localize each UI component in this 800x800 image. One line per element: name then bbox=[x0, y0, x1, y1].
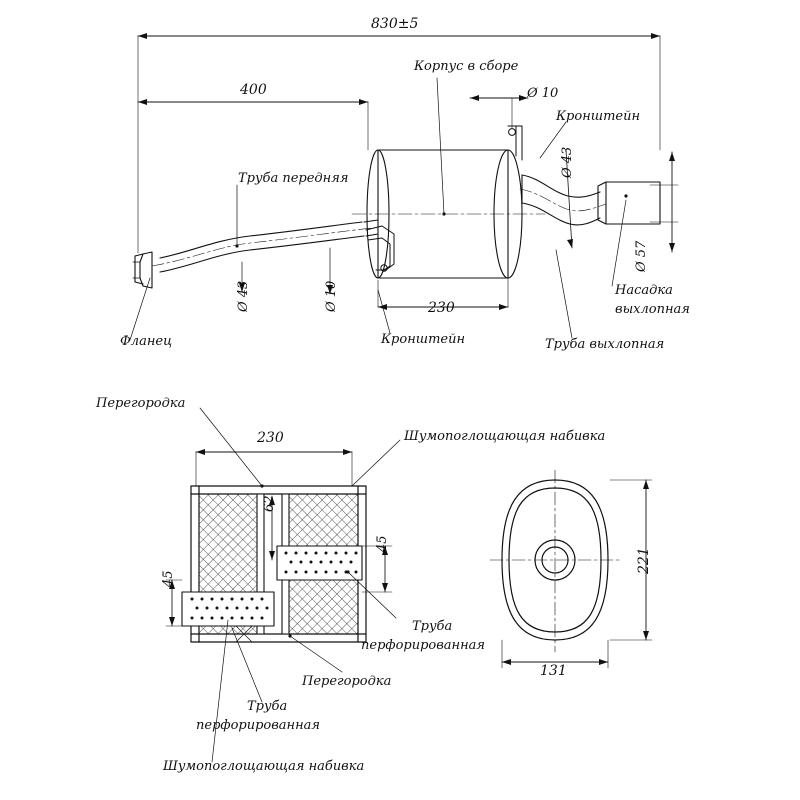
dimension-400 bbox=[138, 99, 368, 150]
callout-sound-absorbing-top: Шумопоглощающая набивка bbox=[404, 429, 606, 444]
callout-exhaust-tip-line1: Насадка bbox=[615, 283, 673, 298]
dimension-230-section bbox=[196, 449, 352, 486]
end-view-centerlines bbox=[490, 470, 622, 652]
dimension-label-221: 221 bbox=[636, 547, 652, 574]
dimension-label-62: 62 bbox=[262, 495, 277, 512]
bracket-left bbox=[366, 226, 394, 271]
outlet-pipe bbox=[522, 175, 600, 225]
dimension-label-dia57: Ø 57 bbox=[634, 240, 649, 272]
dimension-label-dia10-bracket: Ø 10 bbox=[527, 86, 559, 101]
dimension-830 bbox=[138, 33, 660, 253]
dimension-label-dia43-front: Ø 43 bbox=[236, 280, 251, 312]
dimension-label-230-top: 230 bbox=[428, 300, 455, 316]
dimension-label-230-section: 230 bbox=[257, 430, 284, 446]
callout-sound-absorbing-bottom: Шумопоглощающая набивка bbox=[163, 759, 365, 774]
dimension-label-45-left: 45 bbox=[161, 570, 176, 587]
callout-perforated-pipe-right-line1: Труба bbox=[412, 619, 453, 634]
exhaust-tip bbox=[598, 182, 660, 224]
dimension-dia10-right bbox=[470, 95, 528, 128]
perforated-pipe-upper bbox=[277, 546, 362, 580]
front-pipe-centerline bbox=[152, 228, 372, 266]
callout-bracket-right: Кронштейн bbox=[556, 109, 641, 124]
callout-perforated-pipe-bottom-line2: перфорированная bbox=[196, 718, 321, 733]
callout-baffle-top: Перегородка bbox=[96, 396, 186, 411]
callout-outlet-pipe: Труба выхлопная bbox=[545, 337, 665, 352]
dimension-label-400: 400 bbox=[240, 82, 267, 98]
dimension-label-830: 830±5 bbox=[371, 16, 419, 32]
front-pipe bbox=[160, 220, 378, 272]
flange bbox=[133, 252, 152, 288]
dimension-label-45-right: 45 bbox=[375, 535, 390, 552]
callout-baffle-bottom: Перегородка bbox=[302, 674, 392, 689]
callout-body-assembly: Корпус в сборе bbox=[414, 59, 519, 74]
callout-flange: Фланец bbox=[120, 334, 173, 349]
dimension-dia57 bbox=[650, 152, 678, 252]
dimension-label-dia43-outlet: Ø 43 bbox=[560, 146, 575, 178]
callout-bracket-left: Кронштейн bbox=[381, 332, 466, 347]
callout-exhaust-tip-line2: выхлопная bbox=[615, 302, 690, 317]
callout-perforated-pipe-bottom-line1: Труба bbox=[247, 699, 288, 714]
leader-dot-tip bbox=[624, 194, 627, 197]
bracket-right bbox=[508, 126, 522, 160]
dimension-arrows-front-pipe bbox=[239, 283, 333, 294]
dimension-label-dia10-front: Ø 10 bbox=[324, 280, 339, 312]
outlet-pipe-centerline bbox=[520, 189, 606, 211]
callout-front-pipe: Труба передняя bbox=[238, 171, 349, 186]
callout-perforated-pipe-right-line2: перфорированная bbox=[361, 638, 486, 653]
dimension-label-131: 131 bbox=[540, 663, 567, 679]
